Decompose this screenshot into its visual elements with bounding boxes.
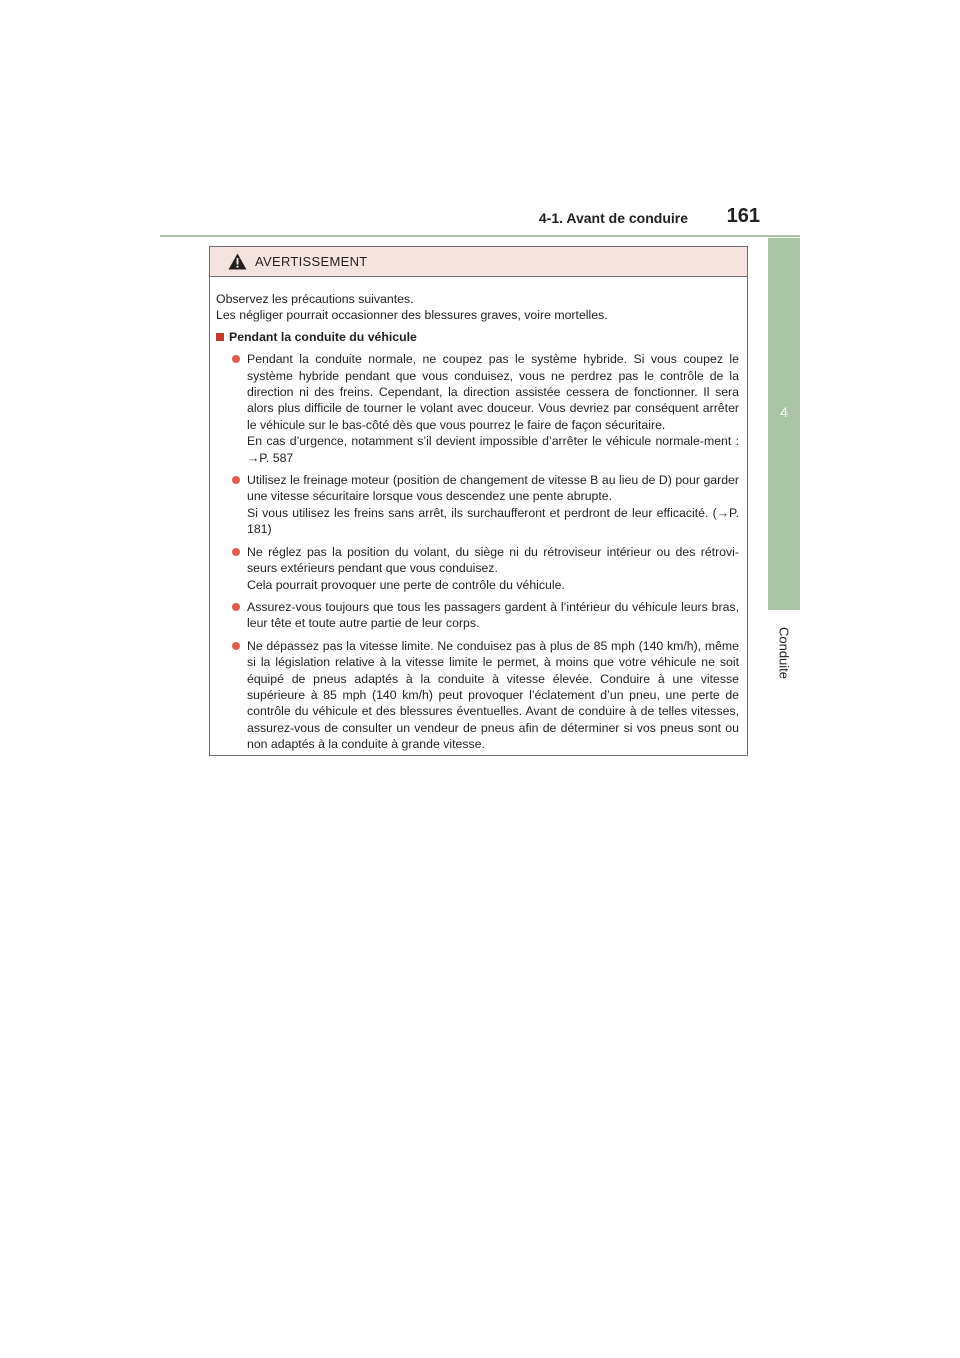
warning-header [210,247,747,277]
bullet-dot-icon [232,642,240,650]
chapter-label-container [768,618,800,688]
warning-triangle-icon [228,253,247,270]
chapter-number: 4 [780,404,788,420]
list-item-paragraph: Pendant la conduite normale, ne coupez pas le système hybride. Si vous coupez le système hybride pendant que vous conduisez, vous ne perdrez pas le contrôle de la direction ni des freins. Cependant, la direction assistée cessera de fonctionner. Il sera alors plus difficile de tourner le volant avec douceur. Vous devriez par conséquent arrêter le véhicule sur le bas-côté dès que vous pourrez le faire de façon sécuritaire. [247,352,739,432]
bullet-dot-icon [232,548,240,556]
chapter-label: Conduite [776,626,792,680]
list-item [232,599,741,632]
list-item [232,351,741,466]
list-item [232,472,741,538]
list-item [232,544,741,593]
page-number: 161 [726,205,760,227]
warning-subheading [216,329,741,345]
header-divider [160,235,800,237]
list-item-paragraph: Si vous utilisez les freins sans arrêt, ils surchaufferont et perdront de leur efficacité. (→P. 181) [247,505,739,537]
section-title: 4-1. Avant de conduire [538,210,688,226]
list-item-text [247,599,741,632]
list-item-text [247,544,741,593]
bullet-dot-icon [232,476,240,484]
chapter-tab [768,238,800,610]
list-item-text [247,351,741,466]
list-item-paragraph: En cas d’urgence, notamment s’il devient impossible d’arrêter le véhicule normale-ment : →P. 587 [247,434,739,465]
warning-title: AVERTISSEMENT [255,254,368,269]
warning-subheading-text: Pendant la conduite du véhicule [229,329,417,344]
warning-body [210,277,747,753]
warning-intro-1: Observez les précautions suivantes. [216,292,414,306]
warning-intro-2: Les négliger pourrait occasionner des blessures graves, voire mortelles. [216,308,608,323]
bullet-dot-icon [232,355,240,363]
list-item-paragraph: Assurez-vous toujours que tous les passagers gardent à l’intérieur du véhicule leurs bras, leur tête et toute autre partie de leur corps. [247,599,739,631]
list-item [232,638,741,753]
warning-box [209,246,748,756]
bullet-dot-icon [232,603,240,611]
page-header [160,205,800,237]
list-item-paragraph: Cela pourrait provoquer une perte de contrôle du véhicule. [247,577,565,592]
list-item-text [247,638,741,753]
list-item-paragraph: Ne réglez pas la position du volant, du siège ni du rétroviseur intérieur ou des rétrovi-seurs extérieurs pendant que vous conduisez. [247,544,739,576]
list-item-paragraph: Utilisez le freinage moteur (position de changement de vitesse B au lieu de D) pour garder une vitesse sécuritaire lorsque vous descendez une pente abrupte. [247,473,739,504]
list-item-paragraph: Ne dépassez pas la vitesse limite. Ne conduisez pas à plus de 85 mph (140 km/h), même si la législation relative à la vitesse limite le permet, à moins que votre véhicule ne soit équipé de pneus adaptés à la conduite à vitesse élevée. Conduire à une vitesse supérieure à 85 mph (140 km/h) peut provoquer l’éclatement d’un pneu, une perte de contrôle du véhicule et des blessures éventuelles. Avant de conduire à de telles vitesses, assurez-vous de consulter un vendeur de pneus afin de déterminer si vos pneus sont ou non adaptés à la conduite à grande vitesse. [247,638,739,752]
list-item-text [247,472,741,538]
square-bullet-icon [216,333,224,341]
